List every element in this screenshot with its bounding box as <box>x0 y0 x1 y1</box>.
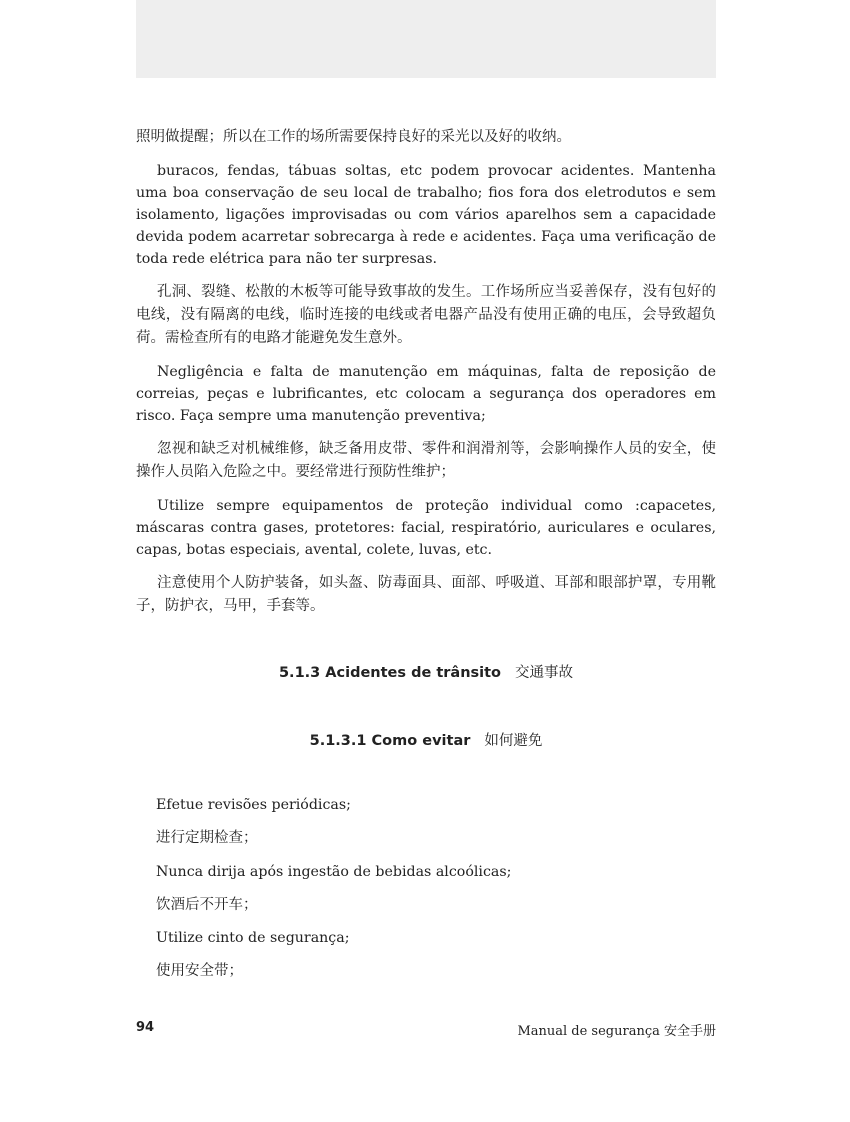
section-heading-pt: 5.1.3 Acidentes de trânsito <box>278 665 502 681</box>
body-content <box>136 126 716 752</box>
section-heading <box>136 662 716 684</box>
list-item: Efetue revisões periódicas; <box>156 797 351 813</box>
paragraph-zh-2: 孔洞、裂缝、松散的木板等可能导致事故的发生。工作场所应当妥善保存，没有包好的电线，没有隔离的电线，临时连接的电线或者电器产品没有使用正确的电压，会导致超负荷。需检查所有的电路才能避免发生意外。 <box>136 284 716 346</box>
prevention-list <box>156 794 696 994</box>
section-heading-zh: 交通事故 <box>515 665 574 681</box>
running-title: Manual de segurança 安全手册 <box>517 1024 716 1039</box>
paragraph-zh-4: 注意使用个人防护装备，如头盔、防毒面具、面部、呼吸道、耳部和眼部护罩，专用靴子，防护衣，马甲，手套等。 <box>136 575 716 614</box>
page-footer <box>136 1020 716 1042</box>
list-item: Utilize cinto de segurança; <box>156 930 350 947</box>
subsection-heading <box>136 730 716 752</box>
paragraph-pt-2: Negligência e falta de manutenção em máquinas, falta de reposição de correias, peças e lubrificantes, etc colocam a segurança dos operadores em risco. Faça sempre uma manutenção preventiva; <box>136 364 716 424</box>
subsection-heading-pt: 5.1.3.1 Como evitar <box>309 733 471 749</box>
list-item: 进行定期检查； <box>156 830 258 847</box>
page-number: 94 <box>136 1020 155 1035</box>
header-image-placeholder <box>136 0 716 78</box>
paragraph-pt-3: Utilize sempre equipamentos de proteção individual como :capacetes, máscaras contra gases, protetores: facial, respiratório, auriculares e oculares, capas, botas especiais, avental, colete, luvas, etc. <box>136 498 716 558</box>
paragraph-zh-3: 忽视和缺乏对机械维修，缺乏备用皮带、零件和润滑剂等，会影响操作人员的安全，使操作人员陷入危险之中。要经常进行预防性维护； <box>136 441 716 480</box>
list-item: Nunca dirija após ingestão de bebidas alcoólicas; <box>156 863 512 880</box>
subsection-heading-zh: 如何避免 <box>484 733 543 749</box>
list-item: 使用安全带； <box>156 963 243 980</box>
list-item: 饮酒后不开车； <box>156 896 258 913</box>
paragraph-zh-1: 照明做提醒；所以在工作的场所需要保持良好的采光以及好的收纳。 <box>136 129 571 145</box>
paragraph-pt-1: buracos, fendas, tábuas soltas, etc podem provocar acidentes. Mantenha uma boa conservação de seu local de trabalho; fios fora dos eletrodutos e sem isolamento, ligações improvisadas ou com vários aparelhos sem a capacidade devida podem acarretar sobrecarga à rede e acidentes. Faça uma verificação de toda rede elétrica para não ter surpresas. <box>136 163 716 267</box>
